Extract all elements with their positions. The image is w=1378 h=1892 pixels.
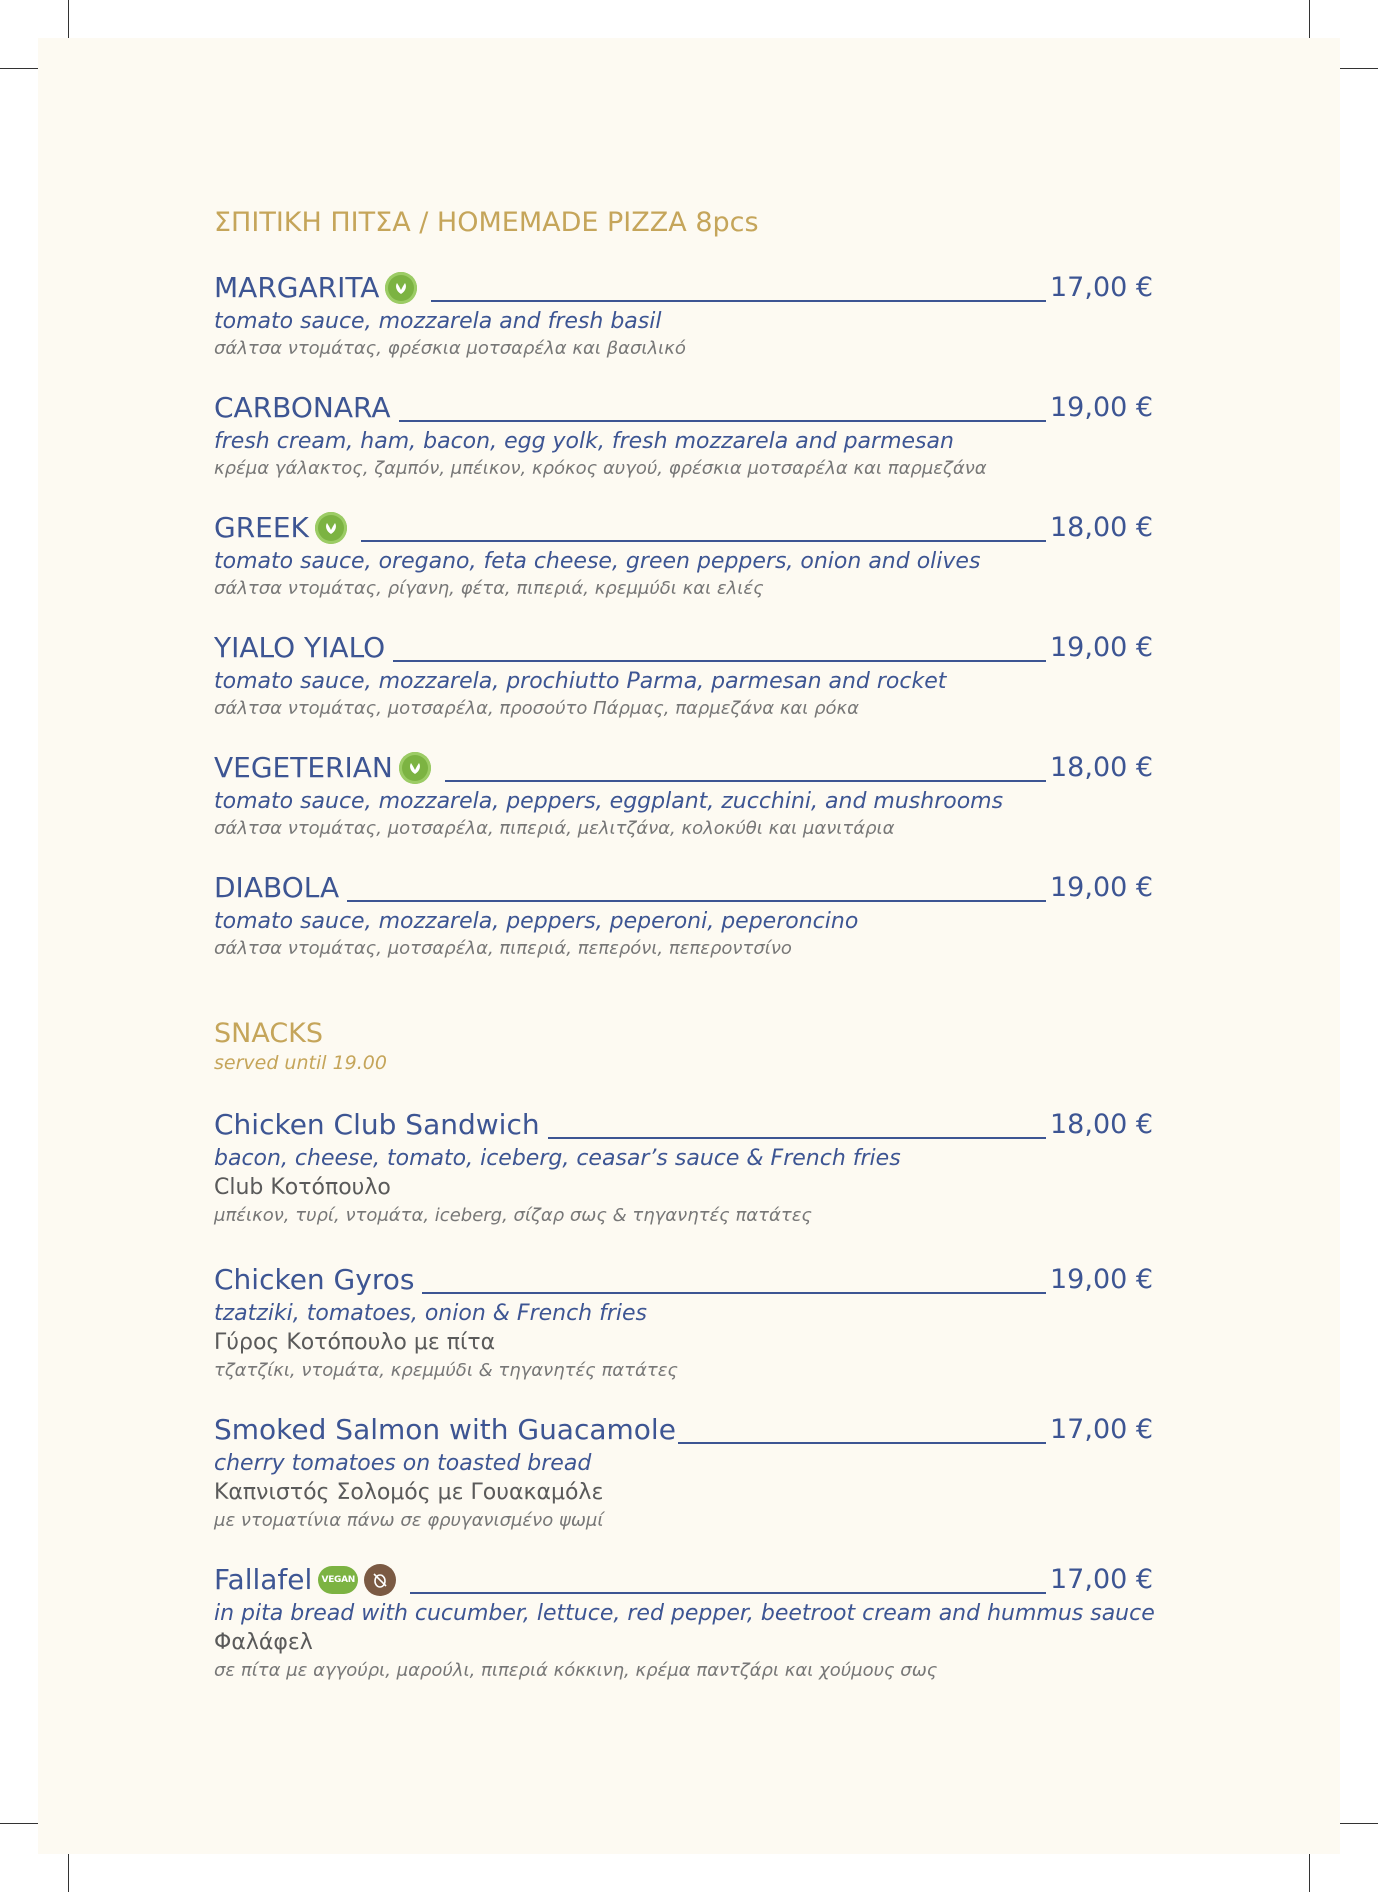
- item-description-gr: σάλτσα ντομάτας, μοτσαρέλα, πιπεριά, πεπερόνι, πεπεροντσίνο: [214, 938, 792, 959]
- item-price: 18,00 €: [1050, 512, 1154, 543]
- dotted-leader: [422, 1292, 1046, 1294]
- menu-item-greek: [214, 510, 1154, 602]
- section-subtitle-snacks: served until 19.00: [214, 1052, 387, 1074]
- menu-item-diabola: [214, 870, 1154, 962]
- nuts-icon: [364, 1564, 396, 1596]
- menu-item-chicken-club-sandwich: [214, 1107, 1154, 1229]
- item-description-en: tzatziki, tomatoes, onion & French fries: [214, 1301, 648, 1326]
- item-price: 19,00 €: [1050, 1264, 1154, 1295]
- item-description-gr: σε πίτα με αγγούρι, μαρούλι, πιπεριά κόκκινη, κρέμα παντζάρι και χούμους σως: [214, 1660, 938, 1681]
- dotted-leader: [431, 300, 1046, 302]
- dotted-leader: [399, 420, 1047, 422]
- item-price: 18,00 €: [1050, 1109, 1154, 1140]
- item-description-en: in pita bread with cucumber, lettuce, red pepper, beetroot cream and hummus sauce: [214, 1601, 1155, 1626]
- item-name: VEGETERIAN: [214, 751, 393, 784]
- item-name: DIABOLA: [214, 871, 340, 904]
- dotted-leader: [445, 780, 1046, 782]
- item-description-en: cherry tomatoes on toasted bread: [214, 1451, 592, 1476]
- item-description-gr: σάλτσα ντομάτας, ρίγανη, φέτα, πιπεριά, κρεμμύδι και ελιές: [214, 578, 764, 599]
- item-description-gr: με ντοματίνια πάνω σε φρυγανισμένο ψωμί: [214, 1510, 604, 1531]
- item-description-gr: κρέμα γάλακτος, ζαμπόν, μπέικον, κρόκος αυγού, φρέσκια μοτσαρέλα και παρμεζάνα: [214, 458, 987, 479]
- dotted-leader: [410, 1592, 1046, 1594]
- item-description-en: tomato sauce, mozzarela and fresh basil: [214, 309, 662, 334]
- item-price: 17,00 €: [1050, 1414, 1154, 1445]
- vegan-icon: [318, 1566, 358, 1594]
- vegetarian-icon: [315, 512, 347, 544]
- vegan-label: VEGAN: [321, 1575, 356, 1585]
- item-name: CARBONARA: [214, 391, 391, 424]
- menu-item-fallafel: [214, 1562, 1155, 1684]
- item-name: Fallafel: [214, 1563, 313, 1596]
- item-name: Chicken Gyros: [214, 1263, 415, 1296]
- menu-item-chicken-gyros: [214, 1262, 1154, 1384]
- item-price: 17,00 €: [1050, 1564, 1154, 1595]
- vegetarian-icon: [385, 272, 417, 304]
- item-name: Chicken Club Sandwich: [214, 1108, 540, 1141]
- section-title-pizza: ΣΠΙΤΙΚΗ ΠΙΤΣΑ / HOMEMADE PIZZA 8pcs: [214, 207, 759, 238]
- item-name: MARGARITA: [214, 271, 380, 304]
- item-name-gr: Γύρος Κοτόπουλο με πίτα: [214, 1330, 496, 1355]
- item-description-en: tomato sauce, mozzarela, prochiutto Parma, parmesan and rocket: [214, 669, 947, 694]
- section-title-snacks: SNACKS: [214, 1018, 324, 1049]
- item-description-gr: μπέικον, τυρί, ντομάτα, iceberg, σίζαρ σως & τηγανητές πατάτες: [214, 1205, 812, 1226]
- menu-item-margarita: [214, 270, 1154, 362]
- item-name-gr: Club Κοτόπουλο: [214, 1175, 391, 1200]
- item-description-gr: σάλτσα ντομάτας, μοτσαρέλα, πιπεριά, μελιτζάνα, κολοκύθι και μανιτάρια: [214, 818, 895, 839]
- item-description-en: tomato sauce, oregano, feta cheese, green peppers, onion and olives: [214, 549, 981, 574]
- item-name: YIALO YIALO: [214, 631, 386, 664]
- item-price: 18,00 €: [1050, 752, 1154, 783]
- menu-item-yialo-yialo: [214, 630, 1154, 722]
- item-description-gr: σάλτσα ντομάτας, φρέσκια μοτσαρέλα και βασιλικό: [214, 338, 686, 359]
- item-description-en: tomato sauce, mozzarela, peppers, eggplant, zucchini, and mushrooms: [214, 789, 1004, 814]
- vegetarian-icon: [399, 752, 431, 784]
- item-description-en: bacon, cheese, tomato, iceberg, ceasar’s sauce & French fries: [214, 1146, 901, 1171]
- item-name: GREEK: [214, 511, 309, 544]
- item-price: 19,00 €: [1050, 872, 1154, 903]
- dotted-leader: [678, 1442, 1046, 1444]
- item-name-gr: Καπνιστός Σολομός με Γουακαμόλε: [214, 1480, 604, 1505]
- menu-item-vegeterian: [214, 750, 1154, 842]
- item-name-gr: Φαλάφελ: [214, 1630, 313, 1655]
- menu-item-smoked-salmon: [214, 1412, 1154, 1534]
- item-description-gr: σάλτσα ντομάτας, μοτσαρέλα, προσούτο Πάρμας, παρμεζάνα και ρόκα: [214, 698, 860, 719]
- item-price: 19,00 €: [1050, 632, 1154, 663]
- item-description-gr: τζατζίκι, ντομάτα, κρεμμύδι & τηγανητές πατάτες: [214, 1360, 679, 1381]
- dotted-leader: [548, 1137, 1046, 1139]
- item-price: 17,00 €: [1050, 272, 1154, 303]
- dotted-leader: [347, 900, 1046, 902]
- item-price: 19,00 €: [1050, 392, 1154, 423]
- dotted-leader: [361, 540, 1046, 542]
- item-description-en: tomato sauce, mozzarela, peppers, peperoni, peperoncino: [214, 909, 859, 934]
- menu-item-carbonara: [214, 390, 1154, 482]
- item-description-en: fresh cream, ham, bacon, egg yolk, fresh mozzarela and parmesan: [214, 429, 954, 454]
- dotted-leader: [393, 660, 1046, 662]
- item-name: Smoked Salmon with Guacamole: [214, 1413, 676, 1446]
